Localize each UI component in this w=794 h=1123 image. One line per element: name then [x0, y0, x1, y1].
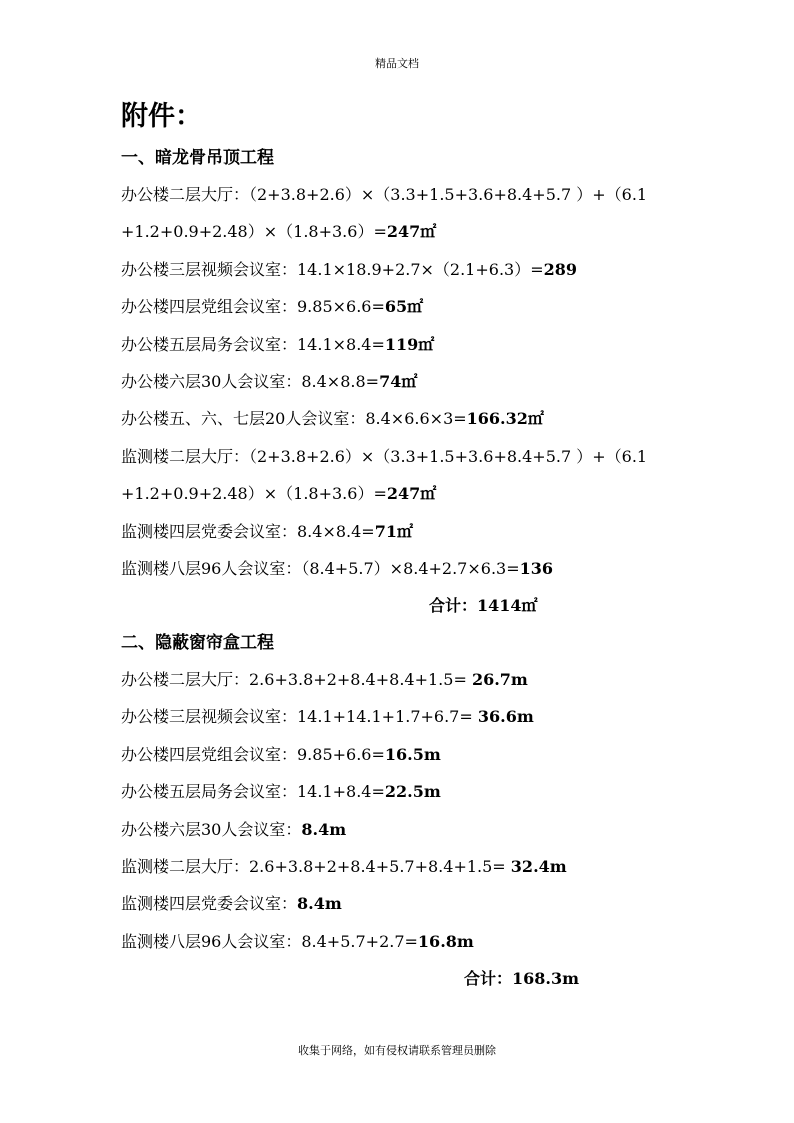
calc-line: +1.2+0.9+2.48）×（1.8+3.6）=247㎡ [121, 484, 437, 504]
calc-line: 办公楼六层30人会议室：8.4m [121, 819, 347, 839]
section-total: 合计：1414㎡ [429, 596, 538, 616]
calc-line: 办公楼五、六、七层20人会议室：8.4×6.6×3=166.32㎡ [121, 409, 544, 429]
calc-line: 监测楼八层96人会议室：（8.4+5.7）×8.4+2.7×6.3=136 [121, 559, 554, 579]
calc-line: +1.2+0.9+2.48）×（1.8+3.6）=247㎡ [121, 222, 437, 242]
calc-line: 办公楼二层大厅：（2+3.8+2.6）×（3.3+1.5+3.6+8.4+5.7 ）+（6.1 [121, 185, 648, 204]
section-ceiling [121, 140, 681, 625]
page-header: 精品文档 [375, 57, 419, 70]
section-heading: 二、隐蔽窗帘盒工程 [121, 632, 274, 653]
calc-line: 办公楼二层大厅：2.6+3.8+2+8.4+8.4+1.5= 26.7m [121, 669, 528, 689]
calc-line: 办公楼三层视频会议室：14.1+14.1+1.7+6.7= 36.6m [121, 707, 534, 727]
calc-line: 办公楼五层局务会议室：14.1×8.4=119㎡ [121, 334, 435, 354]
calc-line: 监测楼二层大厅：（2+3.8+2.6）×（3.3+1.5+3.6+8.4+5.7 ）+（6.1 [121, 446, 648, 466]
calc-line: 监测楼八层96人会议室：8.4+5.7+2.7=16.8m [121, 931, 474, 951]
calc-line: 办公楼四层党组会议室：9.85+6.6=16.5m [121, 744, 441, 764]
section-curtain-box [121, 625, 681, 998]
calc-line: 办公楼四层党组会议室：9.85×6.6=65㎡ [121, 297, 424, 317]
calc-line: 监测楼四层党委会议室：8.4m [121, 894, 342, 914]
calc-line: 办公楼六层30人会议室：8.4×8.8=74㎡ [121, 372, 418, 392]
calc-line: 监测楼二层大厅：2.6+3.8+2+8.4+5.7+8.4+1.5= 32.4m [121, 856, 567, 876]
section-total: 合计：168.3m [464, 969, 580, 989]
document-title: 附件： [121, 101, 202, 132]
page-footer: 收集于网络，如有侵权请联系管理员删除 [298, 1044, 496, 1057]
document-body [121, 100, 681, 998]
calc-line: 监测楼四层党委会议室：8.4×8.4=71㎡ [121, 521, 413, 541]
section-heading: 一、暗龙骨吊顶工程 [121, 148, 274, 168]
calc-line: 办公楼三层视频会议室：14.1×18.9+2.7×（2.1+6.3）=289 [121, 259, 578, 279]
calc-line: 办公楼五层局务会议室：14.1+8.4=22.5m [121, 782, 441, 802]
